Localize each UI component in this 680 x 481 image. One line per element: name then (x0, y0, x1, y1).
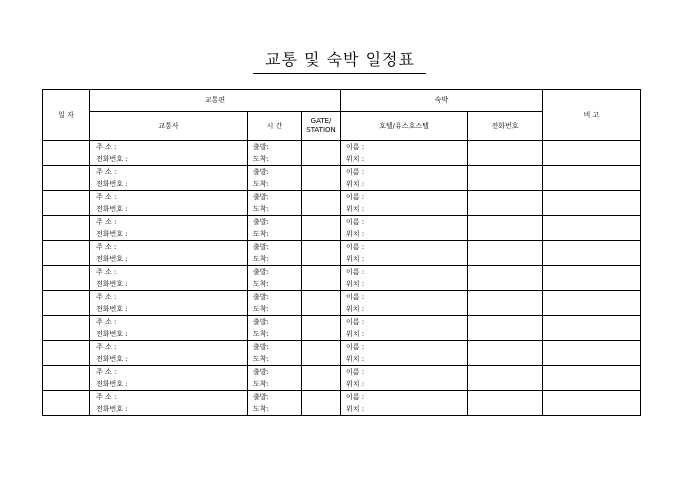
gate-cell[interactable] (302, 191, 341, 216)
remarks-cell[interactable] (543, 366, 641, 391)
time-cell[interactable] (248, 266, 302, 291)
name-label: 이름 : (346, 143, 365, 151)
hotel-cell[interactable] (341, 241, 468, 266)
departure-label: 출발: (253, 293, 269, 301)
address-label: 주 소 : (96, 318, 117, 326)
table-row (43, 216, 641, 241)
hotel-cell[interactable] (341, 216, 468, 241)
remarks-cell[interactable] (543, 291, 641, 316)
date-cell[interactable] (43, 216, 90, 241)
name-label: 이름 : (346, 368, 365, 376)
time-cell[interactable] (248, 316, 302, 341)
table-row (43, 391, 641, 416)
remarks-cell[interactable] (543, 266, 641, 291)
gate-cell[interactable] (302, 341, 341, 366)
date-cell[interactable] (43, 266, 90, 291)
header-lodging: 숙박 (341, 90, 543, 112)
gate-cell[interactable] (302, 141, 341, 166)
date-cell[interactable] (43, 291, 90, 316)
table-row (43, 291, 641, 316)
phone-cell[interactable] (468, 366, 543, 391)
carrier-cell[interactable] (90, 341, 248, 366)
gate-cell[interactable] (302, 216, 341, 241)
carrier-cell[interactable] (90, 241, 248, 266)
arrival-label: 도착: (253, 255, 269, 263)
remarks-cell[interactable] (543, 341, 641, 366)
phone-label: 전화번호 : (96, 380, 128, 388)
gate-cell[interactable] (302, 291, 341, 316)
phone-label: 전화번호 : (96, 405, 128, 413)
table-row (43, 366, 641, 391)
departure-label: 출발: (253, 393, 269, 401)
gate-cell[interactable] (302, 166, 341, 191)
address-label: 주 소 : (96, 368, 117, 376)
carrier-cell[interactable] (90, 316, 248, 341)
location-label: 위치 : (346, 180, 365, 188)
header-time: 시 간 (248, 112, 302, 141)
table-row (43, 166, 641, 191)
name-label: 이름 : (346, 243, 365, 251)
arrival-label: 도착: (253, 405, 269, 413)
header-carrier: 교통사 (90, 112, 248, 141)
table-row (43, 241, 641, 266)
arrival-label: 도착: (253, 355, 269, 363)
remarks-cell[interactable] (543, 166, 641, 191)
phone-label: 전화번호 : (96, 155, 128, 163)
time-cell[interactable] (248, 241, 302, 266)
time-cell[interactable] (248, 291, 302, 316)
remarks-cell[interactable] (543, 191, 641, 216)
schedule-table (42, 89, 641, 416)
hotel-cell[interactable] (341, 316, 468, 341)
table-row (43, 141, 641, 166)
date-cell[interactable] (43, 341, 90, 366)
phone-label: 전화번호 : (96, 205, 128, 213)
phone-cell[interactable] (468, 191, 543, 216)
time-cell[interactable] (248, 216, 302, 241)
name-label: 이름 : (346, 193, 365, 201)
page-title: 교통 및 숙박 일정표 (265, 50, 415, 69)
time-cell[interactable] (248, 191, 302, 216)
phone-cell[interactable] (468, 241, 543, 266)
hotel-cell[interactable] (341, 141, 468, 166)
date-cell[interactable] (43, 141, 90, 166)
location-label: 위치 : (346, 280, 365, 288)
hotel-cell[interactable] (341, 191, 468, 216)
address-label: 주 소 : (96, 193, 117, 201)
arrival-label: 도착: (253, 230, 269, 238)
phone-cell[interactable] (468, 291, 543, 316)
phone-cell[interactable] (468, 216, 543, 241)
date-cell[interactable] (43, 191, 90, 216)
hotel-cell[interactable] (341, 341, 468, 366)
table-row (43, 316, 641, 341)
address-label: 주 소 : (96, 268, 117, 276)
location-label: 위치 : (346, 205, 365, 213)
date-cell[interactable] (43, 166, 90, 191)
date-cell[interactable] (43, 391, 90, 416)
location-label: 위치 : (346, 405, 365, 413)
departure-label: 출발: (253, 343, 269, 351)
address-label: 주 소 : (96, 143, 117, 151)
location-label: 위치 : (346, 230, 365, 238)
departure-label: 출발: (253, 243, 269, 251)
location-label: 위치 : (346, 255, 365, 263)
header-phone: 전화번호 (468, 112, 543, 141)
location-label: 위치 : (346, 380, 365, 388)
location-label: 위치 : (346, 155, 365, 163)
table-row (43, 266, 641, 291)
phone-cell[interactable] (468, 166, 543, 191)
header-transport: 교통편 (90, 90, 341, 112)
gate-cell[interactable] (302, 266, 341, 291)
remarks-cell[interactable] (543, 316, 641, 341)
carrier-cell[interactable] (90, 391, 248, 416)
departure-label: 출발: (253, 268, 269, 276)
arrival-label: 도착: (253, 205, 269, 213)
carrier-cell[interactable] (90, 166, 248, 191)
title-underline (253, 73, 426, 74)
name-label: 이름 : (346, 318, 365, 326)
header-hotel: 호텔/유스호스텔 (341, 112, 468, 141)
phone-label: 전화번호 : (96, 355, 128, 363)
date-cell[interactable] (43, 241, 90, 266)
phone-label: 전화번호 : (96, 180, 128, 188)
time-cell[interactable] (248, 341, 302, 366)
remarks-cell[interactable] (543, 241, 641, 266)
name-label: 이름 : (346, 218, 365, 226)
schedule-body (43, 141, 641, 416)
location-label: 위치 : (346, 330, 365, 338)
hotel-cell[interactable] (341, 291, 468, 316)
gate-cell[interactable] (302, 366, 341, 391)
carrier-cell[interactable] (90, 141, 248, 166)
carrier-cell[interactable] (90, 266, 248, 291)
time-cell[interactable] (248, 166, 302, 191)
name-label: 이름 : (346, 343, 365, 351)
name-label: 이름 : (346, 168, 365, 176)
gate-cell[interactable] (302, 391, 341, 416)
departure-label: 출발: (253, 143, 269, 151)
date-cell[interactable] (43, 316, 90, 341)
name-label: 이름 : (346, 393, 365, 401)
arrival-label: 도착: (253, 305, 269, 313)
name-label: 이름 : (346, 293, 365, 301)
header-remarks: 비 고 (543, 90, 641, 141)
table-row (43, 191, 641, 216)
phone-label: 전화번호 : (96, 330, 128, 338)
hotel-cell[interactable] (341, 166, 468, 191)
name-label: 이름 : (346, 268, 365, 276)
time-cell[interactable] (248, 141, 302, 166)
time-cell[interactable] (248, 366, 302, 391)
arrival-label: 도착: (253, 380, 269, 388)
gate-cell[interactable] (302, 316, 341, 341)
date-cell[interactable] (43, 366, 90, 391)
carrier-cell[interactable] (90, 291, 248, 316)
arrival-label: 도착: (253, 280, 269, 288)
address-label: 주 소 : (96, 218, 117, 226)
phone-cell[interactable] (468, 266, 543, 291)
departure-label: 출발: (253, 168, 269, 176)
gate-cell[interactable] (302, 241, 341, 266)
location-label: 위치 : (346, 305, 365, 313)
departure-label: 출발: (253, 218, 269, 226)
phone-label: 전화번호 : (96, 230, 128, 238)
phone-cell[interactable] (468, 316, 543, 341)
header-date: 일 자 (43, 90, 90, 141)
header-gate: GATE/ STATION (302, 112, 341, 141)
location-label: 위치 : (346, 355, 365, 363)
arrival-label: 도착: (253, 155, 269, 163)
hotel-cell[interactable] (341, 366, 468, 391)
phone-cell[interactable] (468, 341, 543, 366)
address-label: 주 소 : (96, 393, 117, 401)
departure-label: 출발: (253, 318, 269, 326)
carrier-cell[interactable] (90, 366, 248, 391)
carrier-cell[interactable] (90, 191, 248, 216)
address-label: 주 소 : (96, 293, 117, 301)
arrival-label: 도착: (253, 180, 269, 188)
phone-cell[interactable] (468, 141, 543, 166)
hotel-cell[interactable] (341, 391, 468, 416)
address-label: 주 소 : (96, 168, 117, 176)
phone-cell[interactable] (468, 391, 543, 416)
departure-label: 출발: (253, 193, 269, 201)
arrival-label: 도착: (253, 330, 269, 338)
phone-label: 전화번호 : (96, 255, 128, 263)
remarks-cell[interactable] (543, 391, 641, 416)
address-label: 주 소 : (96, 343, 117, 351)
departure-label: 출발: (253, 368, 269, 376)
address-label: 주 소 : (96, 243, 117, 251)
table-row (43, 341, 641, 366)
phone-label: 전화번호 : (96, 280, 128, 288)
carrier-cell[interactable] (90, 216, 248, 241)
time-cell[interactable] (248, 391, 302, 416)
remarks-cell[interactable] (543, 216, 641, 241)
remarks-cell[interactable] (543, 141, 641, 166)
phone-label: 전화번호 : (96, 305, 128, 313)
hotel-cell[interactable] (341, 266, 468, 291)
